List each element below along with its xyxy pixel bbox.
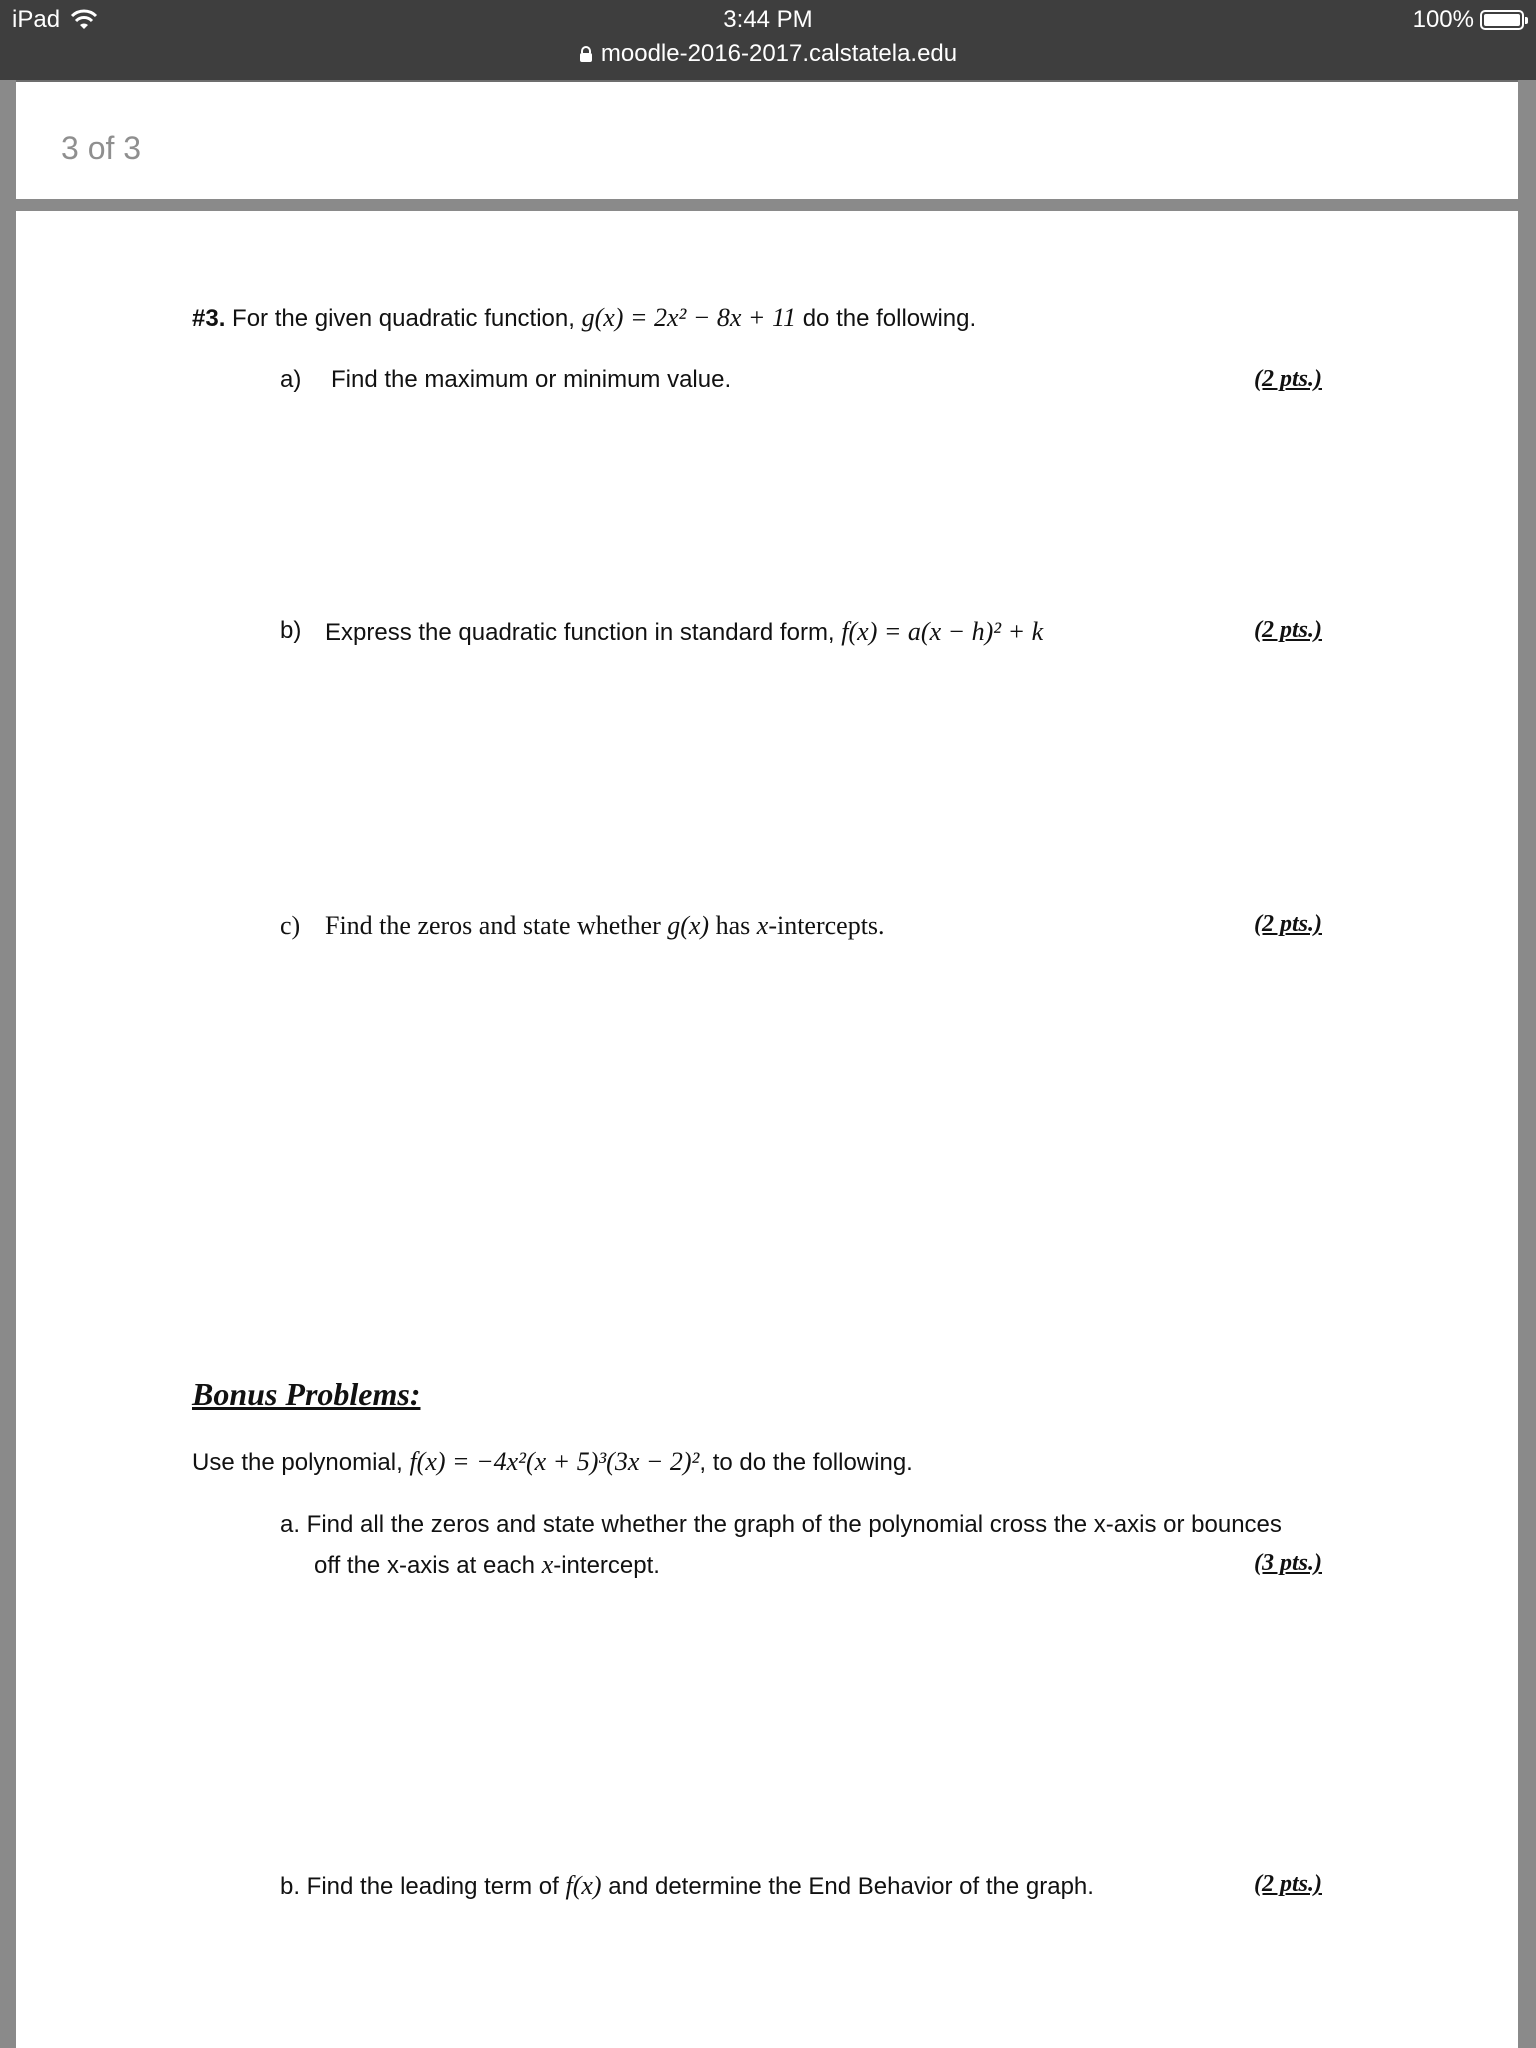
bonus-part-a-points: (3 pts.): [1254, 1550, 1322, 1576]
standard-form-formula: f(x) = a(x − h)² + k: [841, 617, 1044, 646]
problem3-part-c-line: [325, 911, 885, 941]
problem3-part-b-line: [325, 617, 1043, 647]
bonus-part-a-line2: [314, 1550, 660, 1580]
bonus-part-a-line2-before: off the x-axis at each: [314, 1552, 536, 1579]
problem3-intro-end: do the following.: [802, 305, 977, 332]
device-label: iPad: [12, 6, 61, 33]
bonus-part-a-line2-after: -intercept.: [553, 1552, 660, 1579]
bonus-intro-text: Use the polynomial,: [192, 1449, 403, 1476]
battery-percent: 100%: [1412, 6, 1474, 33]
bonus-part-a-x: x: [541, 1550, 554, 1579]
bonus-part-b-after: and determine the End Behavior of the graph.: [608, 1873, 1094, 1900]
problem3-part-c-points: (2 pts.): [1254, 911, 1322, 937]
lock-icon: [579, 46, 593, 62]
clock: 3:44 PM: [723, 6, 813, 33]
problem3-part-b-points: (2 pts.): [1254, 617, 1322, 643]
page-counter-card: [16, 80, 1518, 199]
address-bar[interactable]: [0, 40, 1536, 68]
battery-icon: [1480, 10, 1524, 30]
problem3-part-a-points: (2 pts.): [1254, 366, 1322, 392]
problem3-part-c-text-after: -intercepts.: [768, 911, 885, 940]
problem3-part-c-text-before: Find the zeros and state whether: [325, 911, 661, 940]
problem3-number: #3.: [192, 305, 226, 332]
document-page: [16, 211, 1518, 2048]
bonus-part-b-points: (2 pts.): [1254, 1871, 1322, 1897]
battery-indicator: [1413, 6, 1524, 34]
problem3-part-a-label: a): [280, 366, 302, 393]
bonus-part-b-line: [280, 1871, 1094, 1901]
problem3-intro-text: For the given quadratic function,: [232, 305, 575, 332]
problem3-intro: [192, 303, 976, 333]
problem3-part-b-text: Express the quadratic function in standard form,: [325, 619, 835, 646]
bonus-part-a-line1: a. Find all the zeros and state whether the graph of the polynomial cross the x-axis or bounces: [280, 1511, 1282, 1538]
problem3-part-c-x: x: [756, 911, 769, 940]
problem3-part-c-label: c): [280, 911, 301, 940]
problem3-part-c-g: g(x): [667, 911, 710, 940]
bonus-part-b-before: b. Find the leading term of: [280, 1873, 559, 1900]
bonus-heading: Bonus Problems:: [192, 1376, 421, 1412]
bonus-intro-end: , to do the following.: [699, 1449, 913, 1476]
bonus-intro: [192, 1447, 913, 1477]
bonus-part-b-fx: f(x): [565, 1871, 602, 1900]
problem3-function: g(x) = 2x² − 8x + 11: [581, 303, 797, 332]
problem3-part-c-text-mid: has: [715, 911, 751, 940]
problem3-part-a-text: Find the maximum or minimum value.: [331, 366, 732, 393]
status-bar: [0, 0, 1536, 80]
problem3-part-b-label: b): [280, 617, 302, 644]
page-counter: 3 of 3: [61, 130, 142, 166]
url-text[interactable]: moodle-2016-2017.calstatela.edu: [600, 40, 958, 67]
bonus-function: f(x) = −4x²(x + 5)³(3x − 2)²: [409, 1447, 700, 1476]
